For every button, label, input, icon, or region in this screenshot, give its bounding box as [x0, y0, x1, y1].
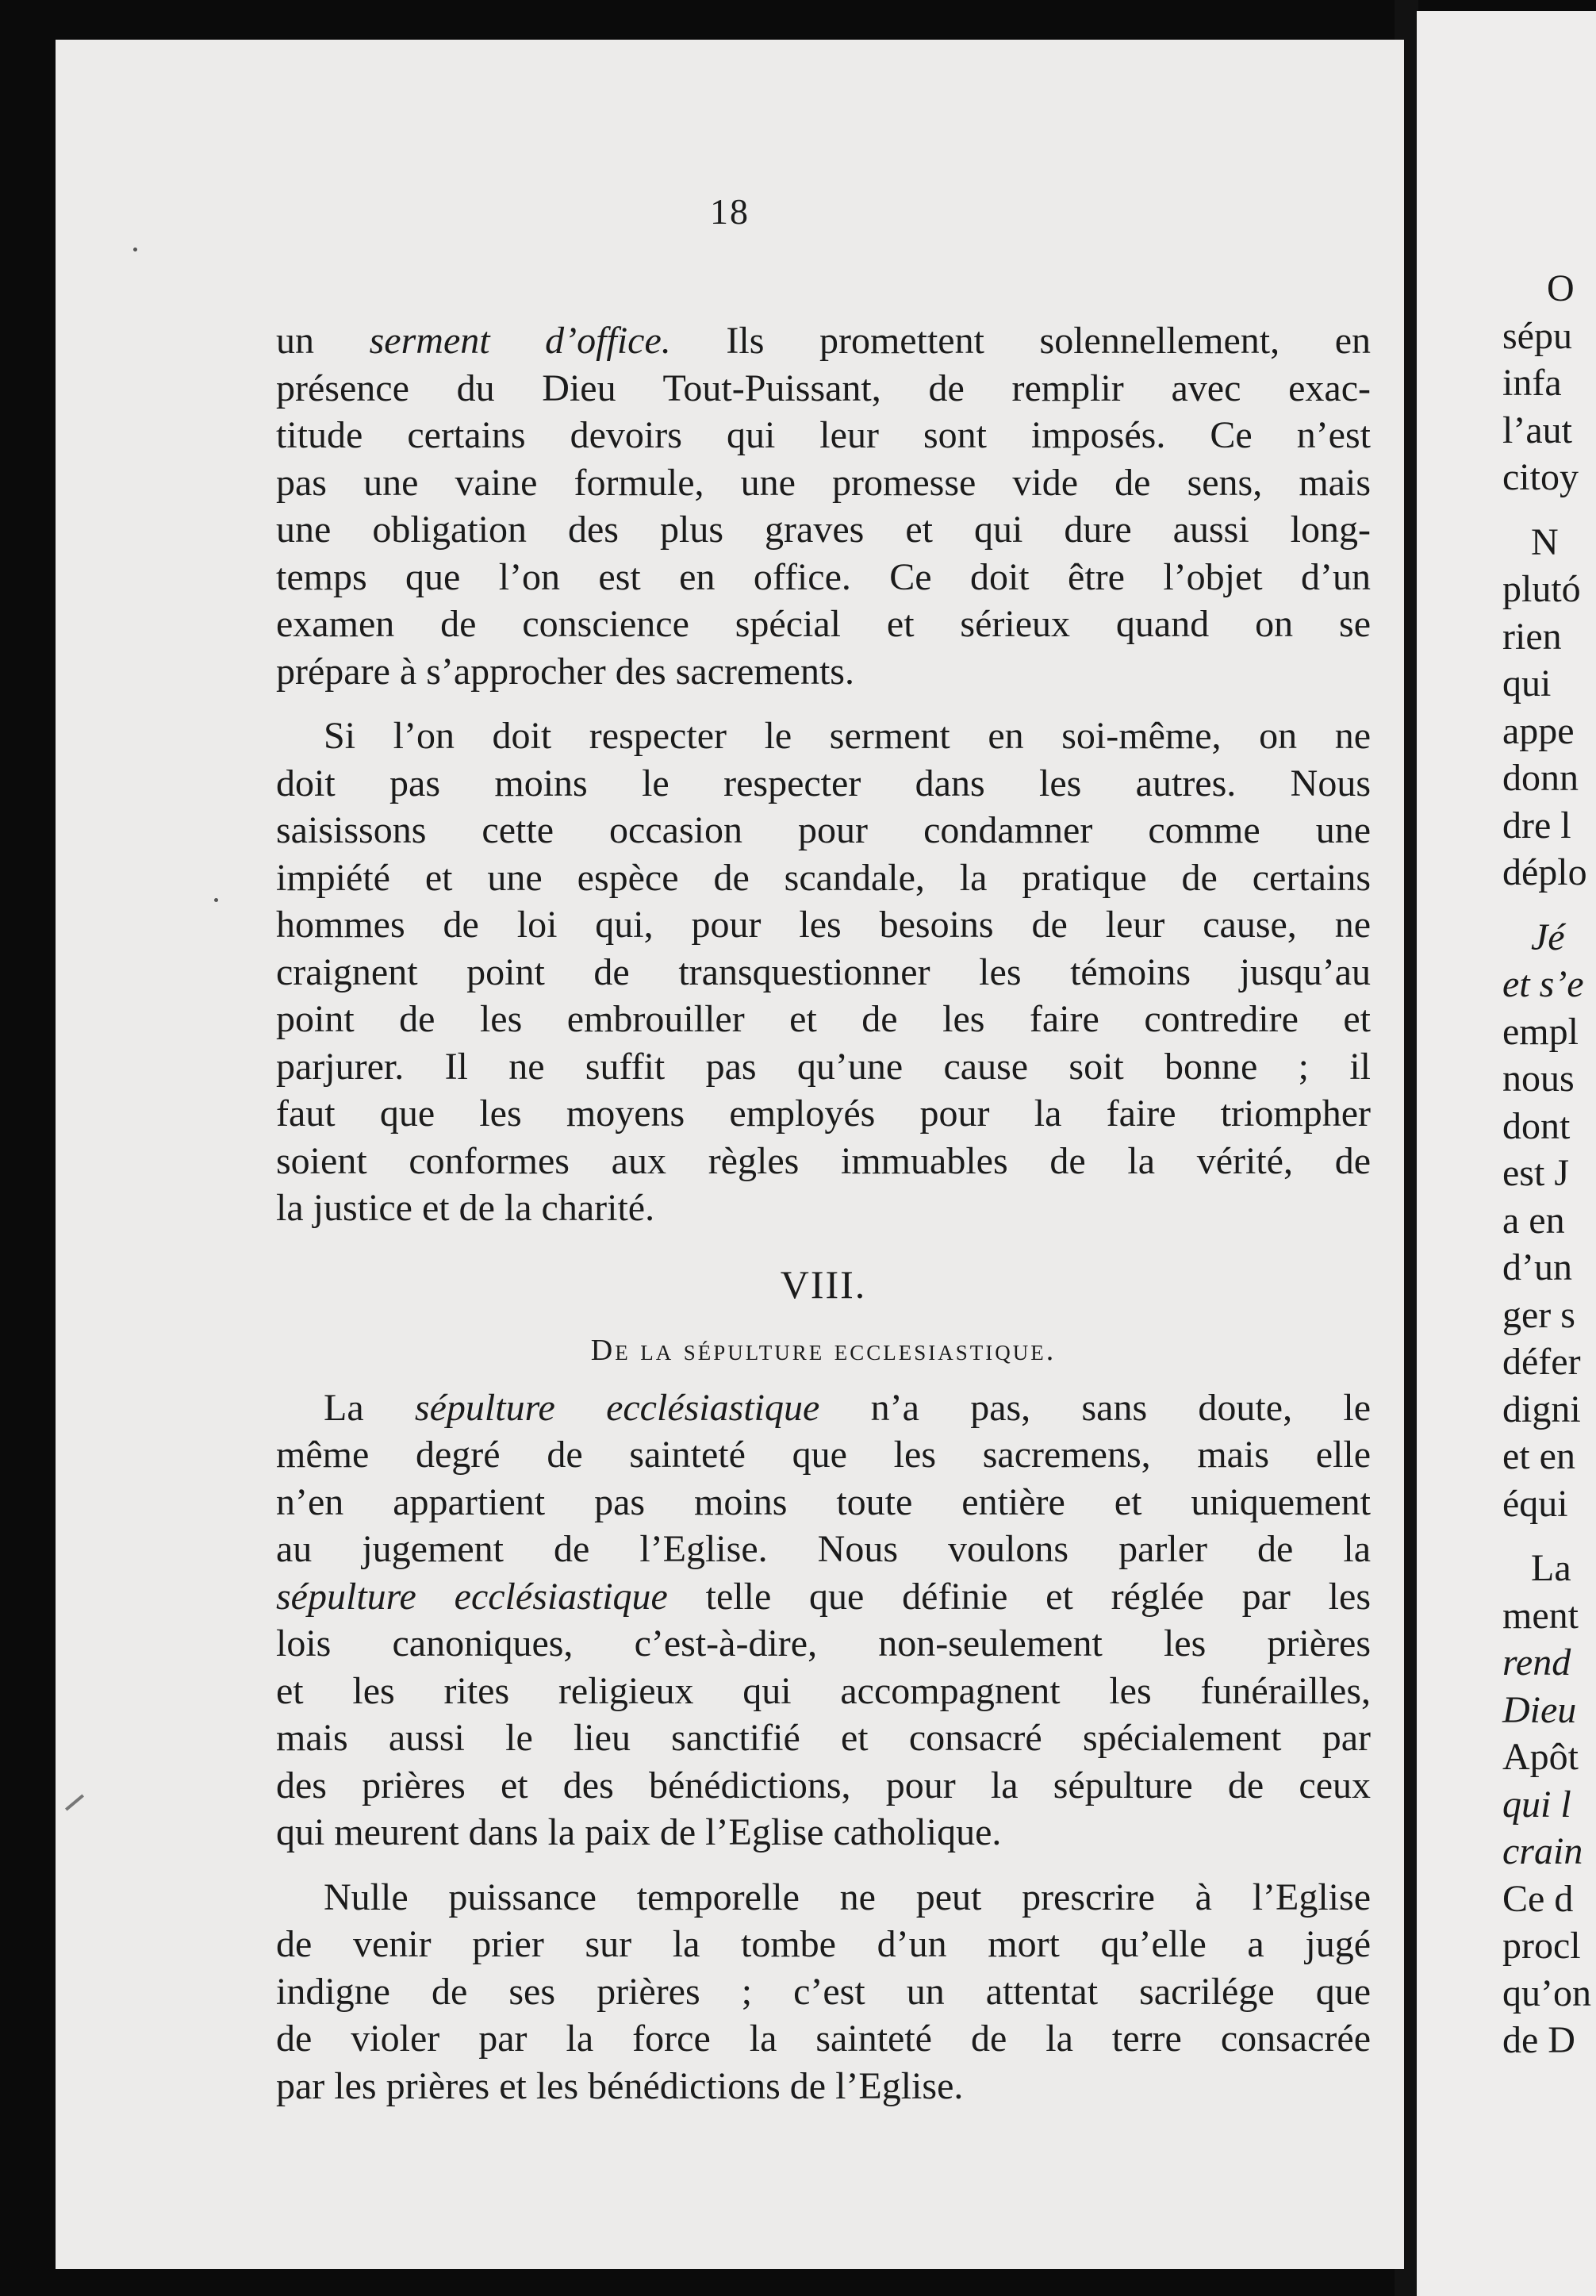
- paragraph-block-oath: [276, 317, 1371, 1232]
- text-segment: une obligation des plus graves et qui dure aussi long-: [276, 509, 1371, 551]
- fragment-line: dre l: [1502, 804, 1571, 847]
- speck-mark: [133, 248, 137, 251]
- fragment-line: digni: [1502, 1388, 1581, 1430]
- text-segment: hommes de loi qui, pour les besoins de leur cause, ne: [276, 904, 1371, 946]
- italic-text: serment d’office.: [369, 320, 671, 362]
- fragment-line: qui l: [1502, 1783, 1571, 1826]
- fragment-line: ment: [1502, 1594, 1579, 1637]
- fragment-line: appe: [1502, 709, 1575, 752]
- text-line: [276, 996, 1371, 1043]
- italic-text: sépulture ecclésiastique: [276, 1575, 668, 1618]
- text-segment: de venir prier sur la tombe d’un mort qu’elle a jugé: [276, 1923, 1371, 1965]
- text-segment: point de les embrouiller et de les faire contredire et: [276, 998, 1371, 1040]
- fragment-line: de D: [1502, 2019, 1575, 2061]
- text-line: [276, 1809, 1371, 1856]
- text-line: [276, 1431, 1371, 1479]
- text-line: [276, 1184, 1371, 1232]
- text-segment: présence du Dieu Tout-Puissant, de remplir avec exac-: [276, 367, 1371, 409]
- text-segment: par les prières et les bénédictions de l’Eglise.: [276, 2064, 964, 2107]
- paragraph-gap: [276, 695, 1371, 712]
- text-segment: pas une vaine formule, une promesse vide de sens, mais: [276, 461, 1371, 504]
- text-segment: titude certains devoirs qui leur sont imposés. Ce n’est: [276, 414, 1371, 456]
- text-segment: mais aussi le lieu sanctifié et consacré spécialement par: [276, 1717, 1371, 1759]
- fragment-line: nous: [1502, 1058, 1575, 1100]
- fragment-line: équi: [1502, 1482, 1568, 1525]
- paragraph-block-burial: [276, 1384, 1371, 2110]
- text-segment: prépare à s’approcher des sacrements.: [276, 650, 854, 693]
- text-segment: parjurer. Il ne suffit pas qu’une cause soit bonne ; il: [276, 1045, 1371, 1088]
- text-segment: doit pas moins le respecter dans les autres. Nous: [276, 762, 1371, 804]
- text-line: [276, 712, 1371, 760]
- text-line: [276, 506, 1371, 554]
- text-line: [276, 1620, 1371, 1668]
- text-segment: de violer par la force la sainteté de la terre consacrée: [276, 2018, 1371, 2060]
- text-line: [276, 949, 1371, 996]
- text-segment: soient conformes aux règles immuables de la vérité, de: [276, 1139, 1371, 1182]
- fragment-line: Jé: [1531, 916, 1565, 958]
- text-segment: la justice et de la charité.: [276, 1187, 655, 1229]
- fragment-line: défer: [1502, 1341, 1581, 1383]
- fragment-line: rend: [1502, 1641, 1571, 1684]
- text-line: [276, 2063, 1371, 2110]
- text-line: [276, 1968, 1371, 2016]
- fragment-line: et en: [1502, 1435, 1575, 1477]
- fragment-line: O: [1547, 267, 1575, 309]
- text-line: [276, 2015, 1371, 2063]
- paragraph-gap: [1499, 501, 1591, 519]
- fragment-line: déplo: [1502, 851, 1587, 893]
- text-line: [276, 1526, 1371, 1573]
- text-line: [276, 317, 1371, 365]
- speck-mark: [214, 898, 218, 902]
- text-line: [276, 648, 1371, 696]
- text-segment: telle que définie et réglée par les: [667, 1575, 1372, 1618]
- text-line: [276, 1921, 1371, 1968]
- text-segment: même degré de sainteté que les sacremens, mais elle: [276, 1434, 1371, 1476]
- text-segment: Nulle puissance temporelle ne peut prescrire à l’Eglise: [324, 1876, 1371, 1918]
- text-segment: faut que les moyens employés pour la faire triompher: [276, 1092, 1371, 1135]
- text-line: [276, 1714, 1371, 1762]
- text-line: [276, 1874, 1371, 1922]
- paragraph-gap: [1499, 897, 1591, 914]
- text-line: [276, 1573, 1371, 1621]
- text-segment: n’en appartient pas moins toute entière et uniquement: [276, 1480, 1371, 1523]
- fragment-line: La: [1531, 1547, 1571, 1589]
- page-number: 18: [710, 191, 750, 232]
- fragment-line: est J: [1502, 1152, 1569, 1194]
- fragment-line: empl: [1502, 1010, 1579, 1053]
- section-number: VIII.: [780, 1261, 867, 1307]
- fragment-line: et s’e: [1502, 963, 1584, 1005]
- text-line: [276, 1762, 1371, 1810]
- text-segment: qui meurent dans la paix de l’Eglise catholique.: [276, 1811, 1002, 1853]
- fragment-line: infa: [1502, 362, 1562, 404]
- fragment-line: dont: [1502, 1104, 1571, 1147]
- text-line: [276, 1384, 1371, 1432]
- text-segment: un: [276, 320, 370, 362]
- text-line: [276, 807, 1371, 854]
- text-line: [276, 554, 1371, 601]
- fragment-line: procl: [1502, 1925, 1581, 1967]
- fragment-line: rien: [1502, 615, 1562, 658]
- paragraph-gap: [1499, 1527, 1591, 1545]
- text-segment: examen de conscience spécial et sérieux quand on se: [276, 603, 1371, 645]
- fragment-line: donn: [1502, 757, 1579, 799]
- section-title: De la sépulture ecclesiastique.: [590, 1333, 1057, 1367]
- text-line: [276, 854, 1371, 902]
- text-line: [276, 760, 1371, 808]
- fragment-line: a en: [1502, 1199, 1565, 1242]
- fragment-line: Dieu: [1502, 1688, 1577, 1731]
- text-segment: La: [324, 1386, 415, 1429]
- text-segment: au jugement de l’Eglise. Nous voulons parler de la: [276, 1528, 1371, 1570]
- fragment-line: crain: [1502, 1830, 1583, 1872]
- text-line: [276, 601, 1371, 648]
- paragraph-gap: [276, 1856, 1371, 1874]
- fragment-line: N: [1531, 520, 1559, 563]
- fragment-line: d’un: [1502, 1246, 1572, 1288]
- text-line: [276, 1479, 1371, 1526]
- left-page: [56, 40, 1404, 2269]
- text-segment: et les rites religieux qui accompagnent les funérailles,: [276, 1669, 1371, 1712]
- text-segment: saisissons cette occasion pour condamner comme une: [276, 809, 1371, 851]
- text-line: [276, 1668, 1371, 1715]
- text-line: [276, 365, 1371, 413]
- text-line: [276, 412, 1371, 459]
- text-line: [276, 901, 1371, 949]
- fragment-line: ger s: [1502, 1293, 1575, 1336]
- text-segment: Si l’on doit respecter le serment en soi-même, on ne: [324, 715, 1371, 757]
- text-segment: indigne de ses prières ; c’est un attentat sacrilége que: [276, 1970, 1371, 2013]
- text-segment: n’a pas, sans doute, le: [819, 1386, 1372, 1429]
- fragment-line: l’aut: [1502, 409, 1572, 451]
- text-segment: temps que l’on est en office. Ce doit être l’objet d’un: [276, 555, 1371, 598]
- fragment-line: sépu: [1502, 314, 1572, 357]
- text-segment: lois canoniques, c’est-à-dire, non-seulement les prières: [276, 1622, 1371, 1664]
- text-line: [276, 1138, 1371, 1185]
- page-edge-mark: [65, 1794, 84, 1810]
- fragment-line: qu’on: [1502, 1972, 1591, 2014]
- text-line: [276, 1090, 1371, 1138]
- fragment-line: Ce d: [1502, 1877, 1574, 1920]
- fragment-line: qui: [1502, 662, 1552, 705]
- text-line: [276, 459, 1371, 507]
- right-page-fragment: [1417, 11, 1596, 2296]
- text-segment: craignent point de transquestionner les témoins jusqu’au: [276, 950, 1371, 993]
- text-segment: Ils promettent solennellement, en: [670, 320, 1371, 362]
- text-line: [276, 1043, 1371, 1091]
- italic-text: sépulture ecclésiastique: [414, 1386, 820, 1429]
- fragment-line: Apôt: [1502, 1736, 1579, 1778]
- body-text: [276, 317, 1371, 2110]
- fragment-line: citoy: [1502, 456, 1579, 498]
- text-segment: impiété et une espèce de scandale, la pratique de certains: [276, 856, 1371, 899]
- right-page-text: [1499, 265, 1591, 2064]
- fragment-line: plutó: [1502, 568, 1581, 610]
- text-segment: des prières et des bénédictions, pour la sépulture de ceux: [276, 1764, 1371, 1806]
